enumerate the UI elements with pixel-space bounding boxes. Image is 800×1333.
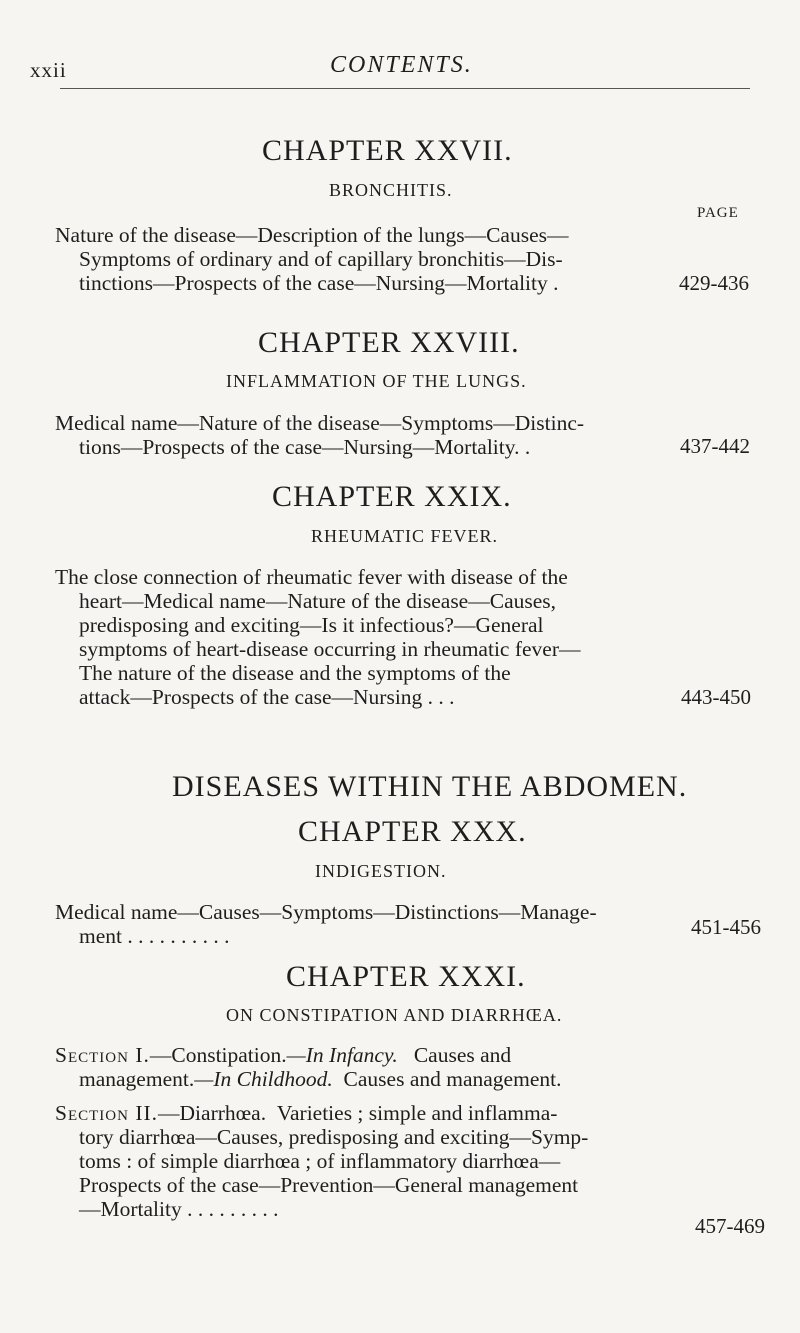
contents-line: attack—Prospects of the case—Nursing . . . bbox=[79, 685, 455, 709]
chapter-xxxi-pages: 457-469 bbox=[695, 1214, 765, 1238]
chapter-xxix-subtitle: RHEUMATIC FEVER. bbox=[311, 526, 499, 546]
contents-line bbox=[55, 1101, 588, 1125]
contents-line bbox=[55, 1043, 561, 1067]
contents-line: toms : of simple diarrhœa ; of inflammatory diarrhœa— bbox=[79, 1149, 561, 1173]
section-title: —Constipation. bbox=[149, 1043, 287, 1067]
contents-line: ment . . . . . . . . . . bbox=[79, 924, 230, 948]
contents-line: Prospects of the case—Prevention—General management bbox=[79, 1173, 579, 1197]
section-i-entry bbox=[55, 1043, 561, 1091]
chapter-xxx-pages: 451-456 bbox=[691, 915, 761, 939]
section-title: —Diarrhœa. bbox=[158, 1101, 267, 1125]
chapter-xxvii-subtitle: BRONCHITIS. bbox=[329, 180, 453, 200]
contents-line: The nature of the disease and the symptoms of the bbox=[79, 661, 511, 685]
chapter-xxxi-heading: CHAPTER XXXI. bbox=[286, 960, 526, 993]
chapter-xxxi-subtitle: ON CONSTIPATION AND DIARRHŒA. bbox=[226, 1005, 563, 1025]
chapter-xxx-contents bbox=[55, 900, 597, 948]
chapter-xxvii-pages: 429-436 bbox=[679, 271, 749, 295]
chapter-xxix-heading: CHAPTER XXIX. bbox=[272, 480, 512, 513]
section-label: Section II. bbox=[55, 1101, 159, 1125]
section-label: Section I. bbox=[55, 1043, 150, 1067]
header-rule bbox=[60, 88, 750, 89]
contents-line: Nature of the disease—Description of the lungs—Causes— bbox=[55, 223, 569, 247]
subsection-title: —In Infancy. bbox=[286, 1043, 398, 1067]
contents-text: Varieties ; simple and inflamma- bbox=[276, 1101, 558, 1125]
contents-line: The close connection of rheumatic fever with disease of the bbox=[55, 565, 568, 589]
contents-line: predisposing and exciting—Is it infectious?—General bbox=[79, 613, 544, 637]
contents-line: heart—Medical name—Nature of the disease—Causes, bbox=[79, 589, 557, 613]
contents-line: Symptoms of ordinary and of capillary bronchitis—Dis- bbox=[79, 247, 563, 271]
page-column-label: PAGE bbox=[697, 205, 739, 221]
contents-line: Medical name—Nature of the disease—Symptoms—Distinc- bbox=[55, 411, 585, 435]
section-heading: DISEASES WITHIN THE ABDOMEN. bbox=[172, 770, 688, 803]
chapter-xxvii-heading: CHAPTER XXVII. bbox=[262, 134, 513, 167]
subsection-title: —In Childhood. bbox=[194, 1067, 333, 1091]
chapter-xxviii-contents bbox=[55, 411, 584, 459]
chapter-xxvii-contents bbox=[55, 223, 569, 295]
chapter-xxix-contents bbox=[55, 565, 581, 709]
chapter-xxviii-subtitle: INFLAMMATION OF THE LUNGS. bbox=[226, 371, 527, 391]
contents-text: Causes and management. bbox=[343, 1067, 562, 1091]
contents-line: tinctions—Prospects of the case—Nursing—Mortality . bbox=[79, 271, 559, 295]
chapter-xxviii-heading: CHAPTER XXVIII. bbox=[258, 326, 520, 359]
contents-line bbox=[55, 1067, 561, 1091]
chapter-xxix-pages: 443-450 bbox=[681, 685, 751, 709]
chapter-xxviii-pages: 437-442 bbox=[680, 434, 750, 458]
contents-line: —Mortality . . . . . . . . . bbox=[79, 1197, 279, 1221]
section-ii-entry bbox=[55, 1101, 588, 1221]
chapter-xxx-subtitle: INDIGESTION. bbox=[315, 861, 447, 881]
contents-line: tory diarrhœa—Causes, predisposing and exciting—Symp- bbox=[79, 1125, 589, 1149]
chapter-xxx-heading: CHAPTER XXX. bbox=[298, 815, 527, 848]
contents-text: management. bbox=[79, 1067, 195, 1091]
contents-text: Causes and bbox=[413, 1043, 512, 1067]
contents-line: tions—Prospects of the case—Nursing—Mortality. . bbox=[79, 435, 531, 459]
page-number: xxii bbox=[30, 58, 67, 82]
contents-line: symptoms of heart-disease occurring in rheumatic fever— bbox=[79, 637, 581, 661]
running-title: CONTENTS. bbox=[330, 52, 473, 78]
contents-line: Medical name—Causes—Symptoms—Distinctions—Manage- bbox=[55, 900, 597, 924]
